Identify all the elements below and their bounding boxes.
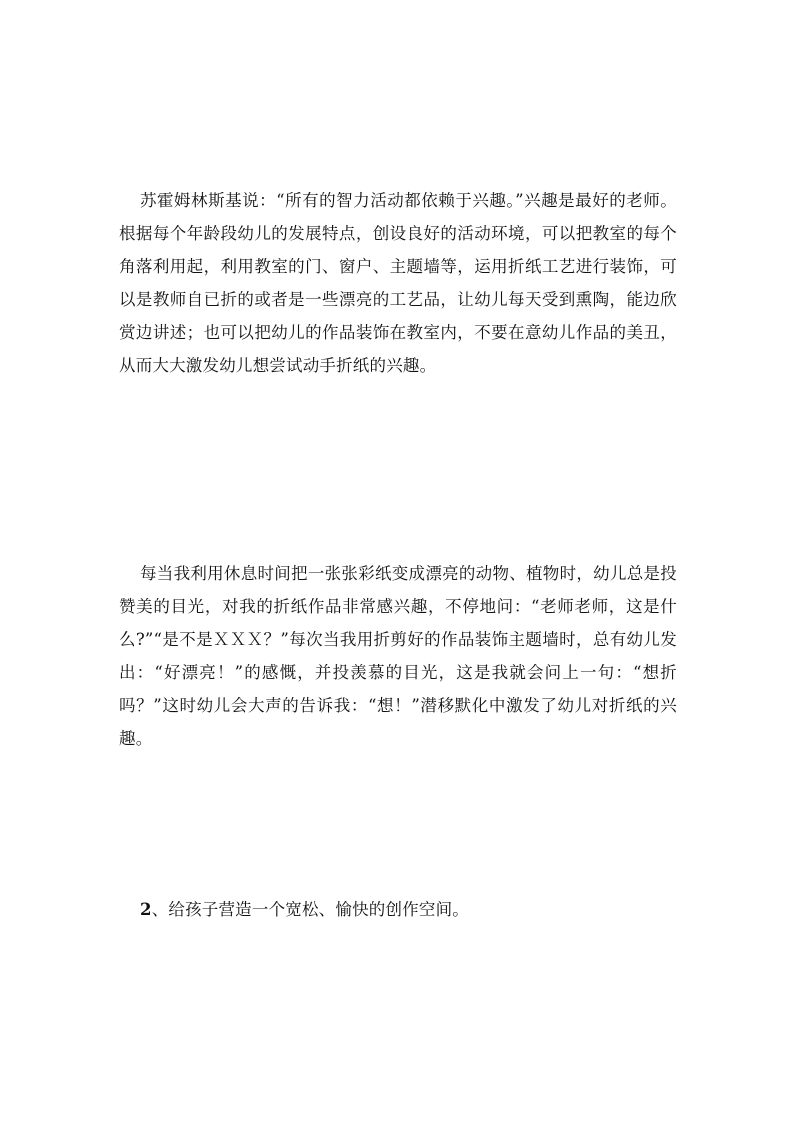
heading-number: 2 [140, 900, 152, 919]
paragraph-folding-works: 每当我利用休息时间把一张张彩纸变成漂亮的动物、植物时，幼儿总是投赞美的目光，对我的折纸作品非常感兴趣，不停地问：“老师老师，这是什么?”“是不是ＸＸＸ？”每次当我用折剪好的作品装饰主题墙时，总有幼儿发出：“好漂亮！”的感慨，并投羡慕的目光，这是我就会问上一句：“想折吗？”这时幼儿会大声的告诉我：“想！”潜移默化中激发了幼儿对折纸的兴趣。 [119, 564, 677, 748]
heading-text: 、给孩子营造一个宽松、愉快的创作空间。 [151, 900, 469, 919]
paragraph-interest: 苏霍姆林斯基说：“所有的智力活动都依赖于兴趣。”兴趣是最好的老师。根据每个年龄段幼儿的发展特点，创设良好的活动环境，可以把教室的每个角落利用起，利用教室的门、窗户、主题墙等，运用折纸工艺进行装饰，可以是教师自已折的或者是一些漂亮的工艺品，让幼儿每天受到熏陶，能边欣赏边讲述；也可以把幼儿的作品装饰在教室内，不要在意幼儿作品的美丑，从而大大激发幼儿想尝试动手折纸的兴趣。 [119, 191, 677, 375]
section-heading [119, 893, 677, 926]
